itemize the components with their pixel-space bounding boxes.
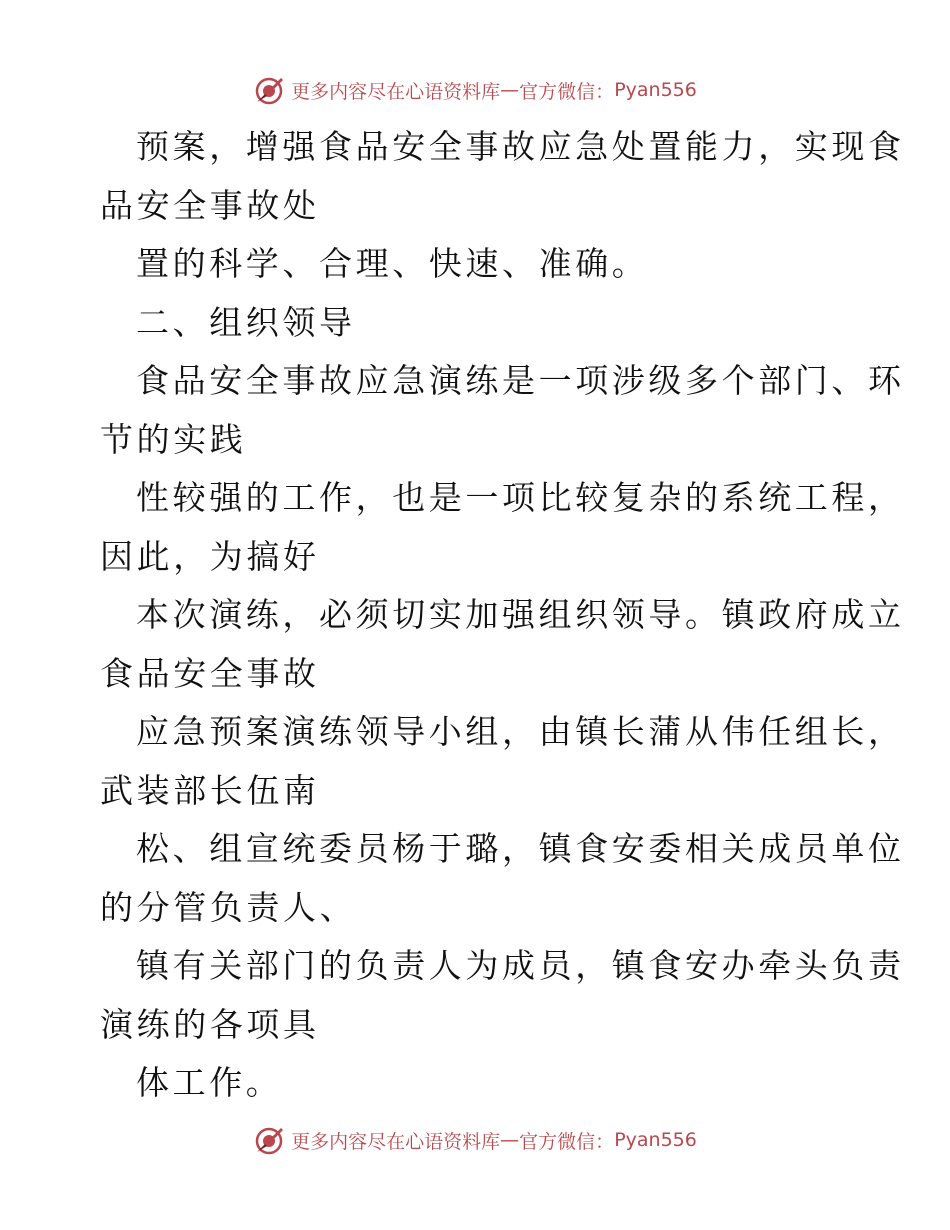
body-line: 节的实践	[100, 419, 247, 459]
document-body	[100, 118, 905, 1113]
body-line: 食品安全事故	[100, 653, 320, 693]
banner-official: 官方微信：	[519, 1130, 615, 1153]
body-line: 演练的各项具	[100, 1004, 320, 1044]
header-banner	[0, 70, 950, 110]
quill-pen-logo-icon	[253, 74, 285, 106]
banner-dash: —	[500, 79, 520, 101]
body-line: 武装部长伍南	[100, 770, 320, 810]
body-line: 因此，为搞好	[100, 536, 320, 576]
section-heading: 二、组织领导	[136, 302, 356, 342]
body-line: 的分管负责人、	[100, 887, 357, 927]
banner-id: Pyan556	[614, 79, 697, 101]
banner-official: 官方微信：	[519, 80, 615, 103]
body-line: 本次演练，必须切实加强组织领导。镇政府成立	[136, 595, 905, 634]
body-line: 食品安全事故应急演练是一项涉级多个部门、环	[136, 361, 905, 400]
body-line: 品安全事故处	[100, 185, 320, 225]
body-line: 松、组宣统委员杨于璐，镇食安委相关成员单位	[136, 829, 905, 868]
footer-banner	[0, 1120, 950, 1160]
body-line: 应急预案演练领导小组，由镇长蒲从伟任组长，	[136, 712, 905, 751]
body-line: 体工作。	[136, 1063, 283, 1102]
body-line: 置的科学、合理、快速、准确。	[136, 244, 649, 283]
body-line: 预案，增强食品安全事故应急处置能力，实现食	[136, 127, 905, 166]
banner-id: Pyan556	[614, 1129, 697, 1151]
banner-text: 更多内容尽在心语资料库	[291, 1130, 501, 1153]
body-line: 性较强的工作，也是一项比较复杂的系统工程，	[136, 478, 905, 517]
quill-pen-logo-icon	[253, 1124, 285, 1156]
banner-dash: —	[500, 1129, 520, 1151]
body-line: 镇有关部门的负责人为成员，镇食安办牵头负责	[136, 946, 905, 985]
banner-text: 更多内容尽在心语资料库	[291, 80, 501, 103]
